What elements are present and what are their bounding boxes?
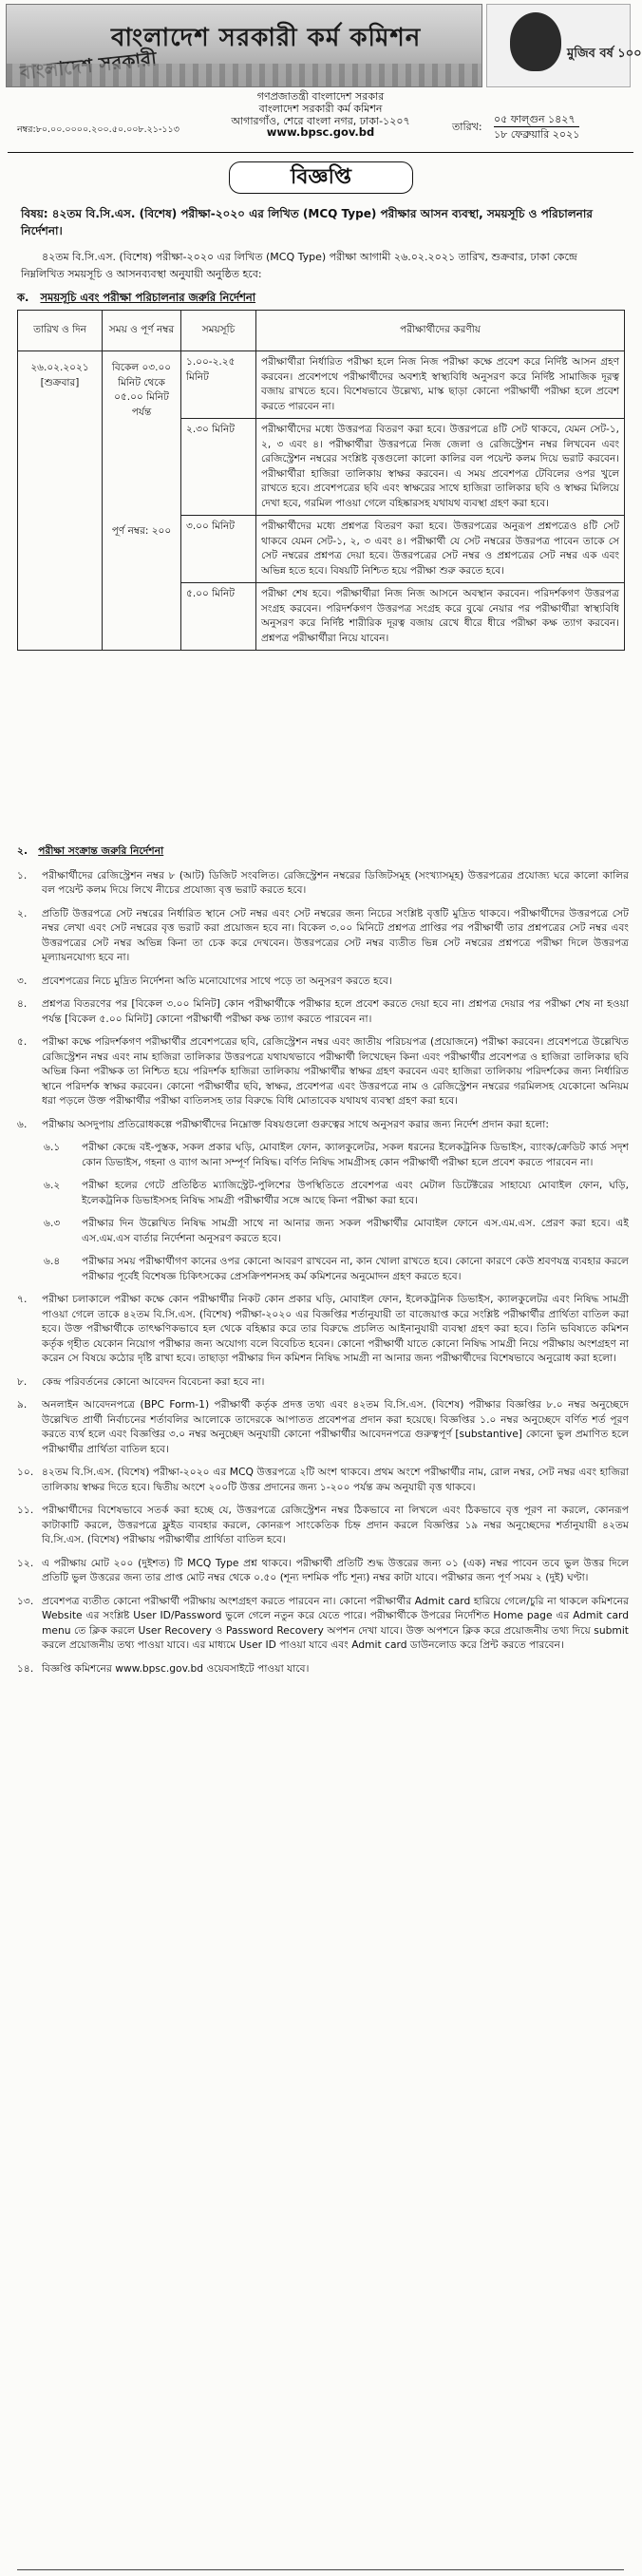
portrait-image (510, 12, 561, 71)
list-item (17, 974, 629, 989)
item-number: ১৪. (17, 1661, 34, 1675)
govt-name: গণপ্রজাতন্ত্রী বাংলাদেশ সরকার (256, 90, 385, 103)
subitem-number: ৬.১ (44, 1141, 61, 1153)
slot-4: ৫.০০ মিনিট (181, 583, 256, 651)
slot-2: ২.৩০ মিনিট (181, 419, 256, 516)
list-item (17, 1374, 629, 1390)
subitem-text: পরীক্ষা হলের গেটে প্রতিষ্ঠিত ম্যাজিস্ট্রেট-পুলিশের উপস্থিতিতে প্রবেশপত্র এবং মেটাল ডিটেক্টরের সাহায্যে মোবাইল ফোন, ঘড়ি, ইলেকট্রনিক ডিভাইসসহ নিষিদ্ধ সামগ্রী পরীক্ষার্থীর সঙ্গে আছে কিনা পরীক্ষা করা হবে। (82, 1179, 629, 1206)
date-block (452, 112, 580, 142)
header-date: তারিখ ও দিন (18, 311, 103, 351)
item-number: ৭. (17, 1293, 28, 1305)
sub-list-item (44, 1254, 629, 1283)
duty-4: পরীক্ষা শেষ হবে। পরীক্ষার্থীরা নিজ নিজ আসনে অবস্থান করবেন। পরিদর্শকগণ উত্তরপত্র সংগ্রহ করবেন। পরিদর্শকগণ উত্তরপত্র সংগ্রহ করে বুঝে নেয়ার পর পরীক্ষার্থীরা স্বাস্থ্যবিধি অনুসরণ করে নির্দিষ্ট শারীরিক দূরত্ব বজায় রেখে ধীরে ধীরে পরীক্ষা কক্ষ ত্যাগ করবেন। প্রশ্নপত্র পরীক্ষার্থীরা নিয়ে যাবেন। (256, 583, 625, 651)
item-text: কেন্দ্র পরিবর্তনের কোনো আবেদন বিবেচনা করা হবে না। (42, 1374, 265, 1388)
instructions (17, 843, 629, 1684)
slot-1: ১.০০-২.২৫ মিনিট (181, 351, 256, 419)
footer-rule (17, 2569, 624, 2570)
item-text: পরীক্ষা কক্ষে পরিদর্শকগণ পরীক্ষার্থীর প্রবেশপত্রের ছবি, রেজিস্ট্রেশন নম্বর এবং জাতীয় পরিচয়পত্র (প্রয়োজনে) পরীক্ষা করবেন। প্রবেশপত্রে উল্লেখিত রেজিস্ট্রেশন নম্বর এবং নাম হাজিরা তালিকার উত্তরপত্রে যথাযথভাবে পরীক্ষার্থী লিখেছেন কিনা এবং পরীক্ষার্থীর প্রবেশপত্র ও হাজিরা তালিকার ছবি অভিন্ন কিনা পরীক্ষক তা নিশ্চিত হয়ে পরিদর্শক হাজিরা তালিকায় পরীক্ষার্থীর স্বাক্ষর গ্রহণ করবেন এবং হাজিরা তালিকায় পরিদর্শকের জন্য নির্ধারিত স্থানে পরিদর্শক স্বাক্ষর করবেন। কোনো পরীক্ষার্থীর ছবি, স্বাক্ষর, প্রবেশপত্র এবং উত্তরপত্রে নাম ও রেজিস্ট্রেশন নম্বরের গরমিলসহ যেকোনো অনিয়ম ধরা পড়লে উক্ত পরীক্ষার্থীর পরীক্ষা বাতিলসহ তার বিরুদ্ধে বিধি মোতাবেক যথাযথ ব্যবস্থা গ্রহণ করা হবে। (42, 1035, 629, 1107)
sub-list-item (44, 1178, 629, 1207)
reference-number: নম্বর:৮০.০০.০০০০.২০০.৫০.০০৮.২১-১১৩ (17, 124, 179, 135)
notice-title: বিজ্ঞপ্তি (229, 161, 413, 194)
exam-date-cell (18, 351, 103, 651)
schedule-table (17, 310, 625, 651)
list-item (17, 1594, 629, 1653)
item-text: পরীক্ষায় অসদুপায় প্রতিরোধকল্পে পরীক্ষার্থীদের নিম্নোক্ত বিষয়গুলো গুরুত্বের সাথে অনুসরণ করার জন্য নির্দেশ প্রদান করা হলো: (42, 1117, 549, 1130)
item-number: ১০. (17, 1466, 34, 1478)
date-label: তারিখ: (452, 121, 482, 133)
sub-list-item (44, 1216, 629, 1245)
intro-paragraph: ৪২তম বি.সি.এস. (বিশেষ) পরীক্ষা-২০২০ এর লিখিত (MCQ Type) পরীক্ষা আগামী ২৬.০২.২০২১ তারিখ, শুক্রবার, ঢাকা কেন্দ্রে নিম্নলিখিত সময়সূচি ও আসনব্যবস্থা অনুযায়ী অনুষ্ঠিত হবে: (21, 251, 577, 280)
section-a-number: ক. (17, 291, 29, 304)
section-a-label: সময়সূচি এবং পরীক্ষা পরিচালনার জরুরি নির্দেশনা (40, 291, 256, 304)
item-text: অনলাইন আবেদনপত্রে (BPC Form-1) পরীক্ষার্থী কর্তৃক প্রদত্ত তথ্য এবং ৪২তম বি.সি.এস. (বিশেষ) পরীক্ষার বিজ্ঞপ্তির ৮.০ নম্বর অনুচ্ছেদে উল্লেখিত প্রার্থী নির্বাচনের শর্তাবলির আলোকে তাদেরকে আপাতত প্রবেশপত্র প্রদান করা হয়েছে। বিজ্ঞপ্তির ১.০ নম্বর অনুচ্ছেদে বর্ণিত শর্ত পূরণ করতে ব্যর্থ হলে এবং বিজ্ঞপ্তির ৩.০ নম্বর অনুচ্ছেদ অনুযায়ী কোনো পরীক্ষার্থীর আবেদনপত্রে গুরুত্বপূর্ণ [substantive] কোনো ভুল প্রমাণিত হলে পরীক্ষার্থীর প্রার্থিতা বাতিল হবে। (42, 1398, 629, 1455)
item-text: প্রবেশপত্র ব্যতীত কোনো পরীক্ষার্থী পরীক্ষায় অংশগ্রহণ করতে পারবেন না। কোনো পরীক্ষার্থীর Admit card হারিয়ে গেলে/চুরি না থাকলে কমিশনের Website এর সংশ্লিষ্ট User ID/Password ভুলে গেলে নতুন করে যেতে পারে। পরীক্ষার্থীকে উপরের নির্দেশিত Home page এর Admit card menu তে ক্লিক করলে User Recovery ও Password Recovery অপশন দেখা যাবে। উক্ত অপশনে ক্লিক করে প্রয়োজনীয় তথ্য দিয়ে submit করলে প্রয়োজনীয় তথ্য পাওয়া যাবে। এর মাধ্যমে User ID পাওয়া যাবে এবং Admit card ডাউনলোড করে প্রিন্ট করতে পারবেন। (42, 1594, 629, 1651)
list-item (17, 996, 629, 1026)
subitem-number: ৬.৩ (44, 1217, 61, 1229)
item-text: এ পরীক্ষায় মোট ২০০ (দুইশত) টি MCQ Type প্রশ্ন থাকবে। পরীক্ষার্থী প্রতিটি শুদ্ধ উত্তরের জন্য ০১ (এক) নম্বর পাবেন তবে ভুল উত্তর দিলে প্রতিটি ভুল উত্তরের জন্য তার প্রাপ্ত মোট নম্বর থেকে ০.৫০ (শূন্য দশমিক পাঁচ শূন্য) নম্বর কাটা যাবে। পরীক্ষার জন্য পূর্ণ সময় ২ (দুই) ঘণ্টা। (42, 1556, 629, 1583)
exam-day: [শুক্রবার] (40, 376, 80, 388)
header-divider (8, 152, 633, 153)
section-2-label: পরীক্ষা সংক্রান্ত জরুরি নির্দেশনা (38, 844, 164, 857)
section-2-heading (17, 843, 629, 859)
list-item (17, 1661, 629, 1676)
date-english: ১৮ ফেব্রুয়ারি ২০২১ (494, 128, 580, 141)
item-text: ৪২তম বি.সি.এস. (বিশেষ) পরীক্ষা-২০২০ এর MCQ উত্তরপত্রে ২টি অংশ থাকবে। প্রথম অংশে পরীক্ষার্থীর নাম, রোল নম্বর, সেট নম্বর এবং হাজিরা তালিকায় স্বাক্ষর দিতে হবে। দ্বিতীয় অংশে ২০০টি উত্তর প্রদানের জন্য ১-২০০ পর্যন্ত ক্রম অনুযায়ী বৃত্ত থাকবে। (42, 1466, 629, 1493)
commission-banner-image (6, 4, 482, 87)
item-text: পরীক্ষা চলাকালে পরীক্ষা কক্ষে কোন পরীক্ষার্থীর নিকট কোন প্রকার ঘড়ি, মোবাইল ফোন, ইলেকট্রনিক ডিভাইস, ক্যালকুলেটর এবং নিষিদ্ধ সামগ্রী পাওয়া গেলে তাকে ৪২তম বি.সি.এস. (বিশেষ) পরীক্ষা-২০২০ এর বিজ্ঞপ্তির শর্তানুযায়ী তা বাজেয়াপ্ত করে সংশ্লিষ্ট পরীক্ষার্থীর প্রার্থিতা বাতিল করা হবে। উক্ত পরীক্ষার্থীকে তাৎক্ষণিকভাবে হল থেকে বহিষ্কার করে তার বিরুদ্ধে প্রচলিত আইনানুযায়ী ব্যবস্থা গ্রহণ করা হবে। তিনি ভবিষ্যতে কমিশন কর্তৃক গৃহীত যেকোন নিয়োগ পরীক্ষার জন্য অযোগ্য বলে বিবেচিত হবেন। কোনো পরীক্ষার্থী যাতে কোনো নিষিদ্ধ সামগ্রী নিয়ে পরীক্ষায় অংশগ্রহণ না করেন সে বিষয়ে কঠোর দৃষ্টি রাখা হবে। তাছাড়া পরীক্ষার দিন কমিশন নিষিদ্ধ সামগ্রী না আনার জন্য পরীক্ষার্থীদের বিশেষভাবে অনুরোধ করা হলো। (42, 1293, 629, 1364)
table-row (18, 351, 625, 419)
item-number: ১. (17, 868, 28, 881)
slot-3: ৩.০০ মিনিট (181, 516, 256, 583)
list-item (17, 1117, 629, 1132)
exam-date: ২৬.০২.২০২১ (30, 362, 89, 373)
table-header-row (18, 311, 625, 351)
office-address: আগারগাঁও, শেরে বাংলা নগর, ঢাকা-১২০৭ (231, 115, 410, 127)
item-text: বিজ্ঞপ্তি কমিশনের www.bpsc.gov.bd ওয়েবসাইটে পাওয়া যাবে। (42, 1661, 310, 1675)
exam-time-cell (103, 351, 181, 651)
website-link[interactable]: www.bpsc.gov.bd (266, 125, 375, 139)
duty-1: পরীক্ষার্থীরা নির্ধারিত পরীক্ষা হলে নিজ নিজ পরীক্ষা কক্ষে প্রবেশ করে নির্দিষ্ট আসন গ্রহণ করবেন। প্রবেশপথে পরীক্ষার্থীদের অবশ্যই স্বাস্থ্যবিধি অনুসরণ করে নির্দিষ্ট সামাজিক দূরত্ব বজায় রাখতে হবে। বিশেষভাবে উল্লেখ্য, মাস্ক ছাড়া কোনো পরীক্ষার্থী পরীক্ষা হলে প্রবেশ করতে পারবেন না। (256, 351, 625, 419)
header-schedule: সময়সূচি (181, 311, 256, 351)
building-image (7, 64, 482, 86)
list-item (17, 1292, 629, 1366)
item-number: ৫. (17, 1035, 28, 1048)
duty-3: পরীক্ষার্থীদের মধ্যে প্রশ্নপত্র বিতরণ করা হবে। উত্তরপত্রের অনুরূপ প্রশ্নপত্রেও ৪টি সেট থাকবে যেমন সেট-১, ২, ৩ এবং ৪। পরীক্ষার্থী যে সেট নম্বরের উত্তরপত্র পাবেন তাকে সে সেট নম্বরের প্রশ্নপত্র দেয়া হবে। উত্তরপত্রের সেট নম্বর ও প্রশ্নপত্রের সেট নম্বর এক এবং অভিন্ন হতে হবে। বিষয়টি নিশ্চিত হয়ে পরীক্ষা শুরু করতে হবে। (256, 516, 625, 583)
list-item (17, 1556, 629, 1585)
date-bangla: ০৫ ফাল্গুন ১৪২৭ (494, 113, 576, 125)
item-number: ৯. (17, 1398, 28, 1411)
subitem-number: ৬.৪ (44, 1255, 61, 1267)
item-text: পরীক্ষার্থীদের বিশেষভাবে সতর্ক করা হচ্ছে যে, উত্তরপত্রে রেজিস্ট্রেশন নম্বর ঠিকভাবে না লিখলে এবং ঠিকভাবে বৃত্ত পূরণ না করলে, কোনরূপ কাটাকাটি করলে, উত্তরপত্রে ফ্লুইড ব্যবহার করলে, কোনরূপ সাংকেতিক চিহ্ন প্রদান করলে বিজ্ঞপ্তির ১৯ নম্বর অনুচ্ছেদের শর্তানুযায়ী ৪২তম বি.সি.এস. (বিশেষ) পরীক্ষায় পরীক্ষার্থীর প্রার্থিতা বাতিল হবে। (42, 1504, 629, 1545)
item-text: প্রবেশপত্রের নিচে মুদ্রিত নির্দেশনা অতি মনোযোগের সাথে পড়ে তা অনুসরণ করতে হবে। (42, 974, 392, 987)
list-item (17, 1397, 629, 1456)
header-duties: পরীক্ষার্থীদের করণীয় (256, 311, 625, 351)
section-2-number: ২. (17, 844, 28, 857)
item-number: ১২. (17, 1556, 34, 1569)
list-item (17, 1034, 629, 1108)
list-item (17, 1503, 629, 1547)
logo-text: মুজিব বর্ষ ১০০ (567, 47, 642, 61)
subitem-text: পরীক্ষার দিন উল্লেখিত নিষিদ্ধ সামগ্রী সাথে না আনার জন্য সকল পরীক্ষার্থীর মোবাইল ফোনে এস.এম.এস. প্রেরণ করা হবে। এই এস.এম.এস বার্তার নির্দেশনা অনুসরণ করতে হবে। (82, 1217, 629, 1244)
item-number: ৮. (17, 1374, 28, 1388)
item-number: ১৩. (17, 1594, 34, 1607)
list-item (17, 868, 629, 898)
subject-line: বিষয়: ৪২তম বি.সি.এস. (বিশেষ) পরীক্ষা-২০২০ এর লিখিত (MCQ Type) পরীক্ষার আসন ব্যবস্থা, সময়সূচি ও পরিচালনার নির্দেশনা। (21, 207, 593, 237)
exam-time: বিকেল ০৩.০০ মিনিট থেকে ০৫.০০ মিনিট পর্যন্ত (111, 362, 172, 418)
list-item (17, 906, 629, 965)
section-a-heading (17, 290, 255, 308)
item-text: প্রশ্নপত্র বিতরণের পর [বিকেল ৩.০০ মিনিট] কোন পরীক্ষার্থীকে পরীক্ষার হলে প্রবেশ করতে দেয়া হবে না। প্রশ্নপত্র দেয়ার পর পরীক্ষা শেষ না হওয়া পর্যন্ত [বিকেল ৫.০০ মিনিট] কোনো পরীক্ষার্থী পরীক্ষা কক্ষ ত্যাগ করতে পারবেন না। (42, 997, 629, 1025)
full-marks: পূর্ণ নম্বর: ২০০ (111, 525, 172, 537)
office-name: বাংলাদেশ সরকারী কর্ম কমিশন (258, 103, 383, 115)
item-text: পরীক্ষার্থীদের রেজিস্ট্রেশন নম্বর ৮ (আট) ডিজিট সংবলিত। রেজিস্ট্রেশন নম্বরের ডিজিটসমূহ (সংখ্যাসমূহ) উত্তরপত্রের প্রযোজ্য ঘরে কালো কালির বল পয়েন্ট কলম দিয়ে লিখে নীচের প্রযোজ্য বৃত্ত ভরাট করতে হবে। (42, 868, 629, 896)
sub-list-item (44, 1140, 629, 1169)
item-number: ২. (17, 906, 28, 919)
subitem-text: পরীক্ষা কেন্দ্রে বই-পুস্তক, সকল প্রকার ঘড়ি, মোবাইল ফোন, ক্যালকুলেটর, সকল ধরনের ইলেকট্রনিক ডিভাইস, ব্যাংক/ক্রেডিট কার্ড সদৃশ কোন ডিভাইস, গহনা ও ব্যাগ আনা সম্পূর্ণ নিষিদ্ধ। বর্ণিত নিষিদ্ধ সামগ্রীসহ কোন পরীক্ষার্থী পরীক্ষা হলে প্রবেশ করতে পারবেন না। (82, 1141, 629, 1168)
duty-2: পরীক্ষার্থীদের মধ্যে উত্তরপত্র বিতরণ করা হবে। উত্তরপত্রে ৪টি সেট থাকবে, যেমন সেট-১, ২, ৩ এবং ৪। পরীক্ষার্থীরা উত্তরপত্রে নিজ জেলা ও রেজিস্ট্রেশন নম্বর লিখবেন এবং রেজিস্ট্রেশন নম্বরের সংশ্লিষ্ট বৃত্তগুলো কালো কালির বল পয়েন্ট কলম দিয়ে ভরাট করবেন। পরীক্ষার্থীরা হাজিরা তালিকায় স্বাক্ষর করবেন। এ সময় প্রবেশপত্র টেবিলের ওপর খুলে রাখতে হবে। প্রবেশপত্রের ছবি এবং স্বাক্ষরের সাথে হাজিরা তালিকার ছবি ও স্বাক্ষর মিলিয়ে দেখা হবে, গরমিল পাওয়া গেলে বহিষ্কারসহ যথাযথ ব্যবস্থা গ্রহণ করা হবে। (256, 419, 625, 516)
item-number: ৬. (17, 1117, 28, 1130)
item-number: ৪. (17, 997, 28, 1010)
banner-title: বাংলাদেশ সরকারী কর্ম কমিশন (111, 24, 422, 52)
mujib-borsho-logo (486, 4, 642, 87)
subitem-number: ৬.২ (44, 1179, 61, 1191)
item-text: প্রতিটি উত্তরপত্রে সেট নম্বরের নির্ধারিত স্থানে সেট নম্বর এবং সেট নম্বরের জন্য নিচের সংশ্লিষ্ট বৃত্তটি মুদ্রিত থাকবে। পরীক্ষার্থীদের উত্তরপত্রে সেট নম্বর লেখা এবং সেট নম্বরের বৃত্ত ভরাট করা প্রয়োজন হবে না। বিকেল ৩.০০ মিনিটে প্রশ্নপত্র প্রাপ্তির পর পরীক্ষার্থী তার প্রশ্নপত্রের সেট নম্বর এবং উত্তরপত্রের সেট নম্বর অভিন্ন কিনা তা চেক করে দেখবেন। উত্তরপত্রের সেট নম্বর ব্যতীত ভিন্ন সেট নম্বরের প্রশ্নপত্রে পরীক্ষা দিলে উত্তরপত্র মূল্যায়নযোগ্য হবে না। (42, 906, 629, 963)
subitem-text: পরীক্ষার সময় পরীক্ষার্থীগণ কানের ওপর কোনো আবরণ রাখবেন না, কান খোলা রাখতে হবে। কোনো কারণে কেউ শ্রবণযন্ত্র ব্যবহার করলে পরীক্ষার পূর্বেই বিশেষজ্ঞ চিকিৎসকের প্রেসক্রিপশনসহ কর্ম কমিশনের অনুমোদন গ্রহণ করতে হবে। (82, 1255, 629, 1282)
letterhead (0, 0, 641, 150)
header-time: সময় ও পূর্ণ নম্বর (103, 311, 181, 351)
item-number: ১১. (17, 1504, 34, 1516)
item-number: ৩. (17, 974, 28, 987)
list-item (17, 1465, 629, 1494)
